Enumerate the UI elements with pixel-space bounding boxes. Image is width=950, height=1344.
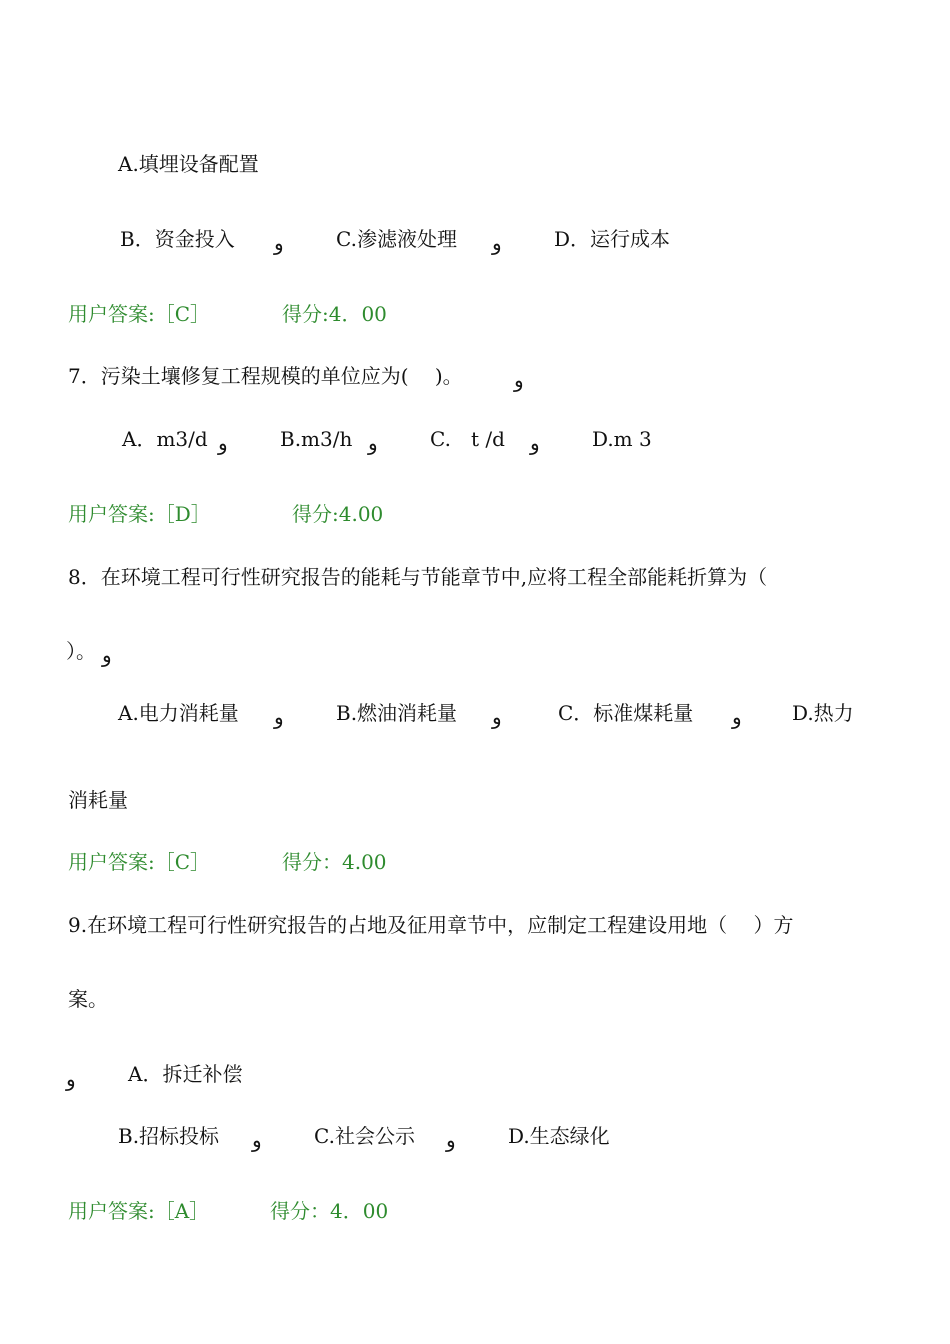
q8-stem-line2: ）。: [66, 639, 96, 663]
paragraph-mark-icon: و: [446, 1128, 456, 1152]
q7-option-a: A．m3/d: [122, 427, 208, 451]
q6-option-c: C.渗滤液处理: [336, 227, 457, 251]
paragraph-mark-icon: و: [274, 231, 284, 255]
q9-option-d: D.生态绿化: [508, 1124, 610, 1148]
q7-score: 得分:4.00: [292, 502, 384, 526]
paragraph-mark-icon: و: [252, 1128, 262, 1152]
q6-option-b: B．资金投入: [120, 227, 235, 251]
paragraph-mark-icon: و: [102, 643, 112, 667]
paragraph-mark-icon: و: [492, 231, 502, 255]
q8-stem-line1: 8．在环境工程可行性研究报告的能耗与节能章节中,应将工程全部能耗折算为（: [68, 565, 768, 589]
paragraph-mark-icon: و: [514, 368, 524, 392]
paragraph-mark-icon: و: [218, 431, 228, 455]
q7-stem: 7．污染土壤修复工程规模的单位应为( )。: [68, 364, 463, 388]
q9-stem-line2: 案。: [68, 987, 108, 1011]
q8-user-answer: 用户答案:［C］: [68, 850, 211, 874]
q8-option-b: B.燃油消耗量: [336, 701, 458, 725]
q8-option-c: C．标准煤耗量: [558, 701, 694, 725]
q8-option-d: D.热力: [792, 701, 854, 725]
q6-user-answer: 用户答案:［C］: [68, 302, 211, 326]
paragraph-mark-icon: و: [274, 705, 284, 729]
paragraph-mark-icon: و: [66, 1067, 76, 1091]
q7-option-d: D.m 3: [592, 427, 652, 451]
q6-score: 得分:4．00: [282, 302, 387, 326]
paragraph-mark-icon: و: [732, 705, 742, 729]
q6-option-d: D．运行成本: [554, 227, 671, 251]
q8-option-d-continued: 消耗量: [68, 788, 128, 812]
paragraph-mark-icon: و: [492, 705, 502, 729]
q8-option-a: A.电力消耗量: [118, 701, 239, 725]
q9-score: 得分：4．00: [270, 1199, 389, 1223]
q9-option-c: C.社会公示: [314, 1124, 415, 1148]
paragraph-mark-icon: و: [530, 431, 540, 455]
q9-option-a: A．拆迁补偿: [128, 1062, 243, 1086]
q9-option-b: B.招标投标: [118, 1124, 220, 1148]
q6-option-a: A.填埋设备配置: [118, 152, 259, 176]
q7-option-b: B.m3/h: [280, 427, 353, 451]
q7-user-answer: 用户答案:［D］: [68, 502, 211, 526]
q9-user-answer: 用户答案:［A］: [68, 1199, 210, 1223]
q9-stem-line1: 9.在环境工程可行性研究报告的占地及征用章节中，应制定工程建设用地（ ）方: [68, 913, 794, 937]
q7-option-c: C. t /d: [430, 427, 505, 451]
paragraph-mark-icon: و: [368, 431, 378, 455]
q8-score: 得分：4.00: [282, 850, 387, 874]
